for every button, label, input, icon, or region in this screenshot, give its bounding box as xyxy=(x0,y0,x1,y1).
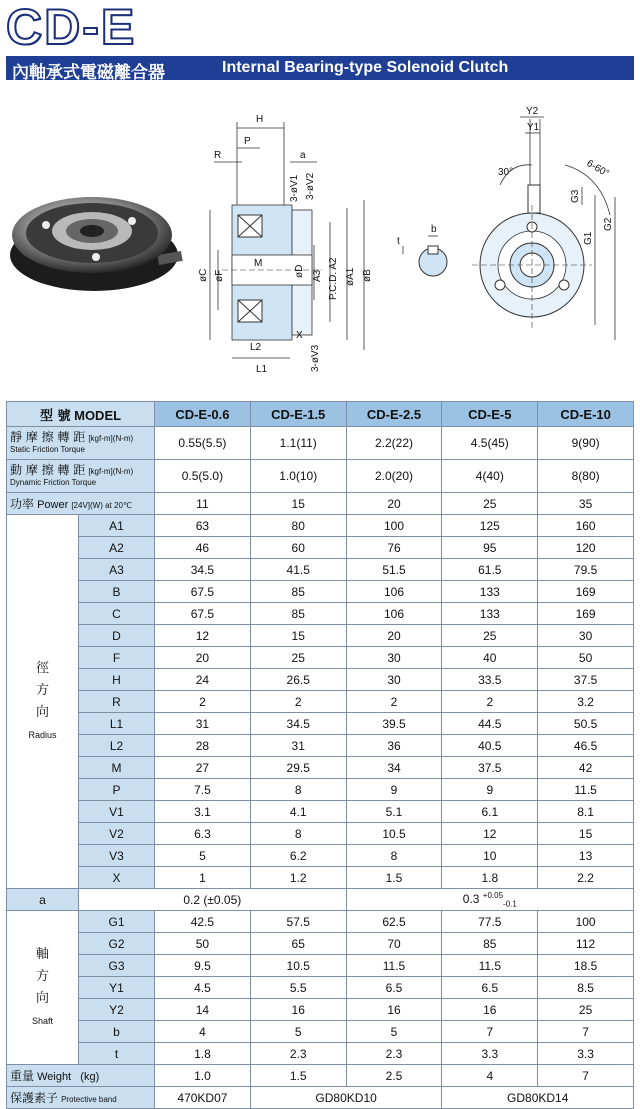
table-cell: 30 xyxy=(346,669,442,691)
row-label: R xyxy=(79,691,155,713)
spec-table xyxy=(6,401,634,1109)
table-cell: 4.5(45) xyxy=(442,427,538,460)
page-title: CD-E xyxy=(6,0,137,55)
table-cell: 1.1(11) xyxy=(250,427,346,460)
table-cell: 2.3 xyxy=(250,1043,346,1065)
row-label: V2 xyxy=(79,823,155,845)
table-cell: 15 xyxy=(250,493,346,515)
table-cell: 39.5 xyxy=(346,713,442,735)
power-unit: [24V](W) at 20℃ xyxy=(71,501,132,510)
table-cell: 41.5 xyxy=(250,559,346,581)
table-row xyxy=(7,779,634,801)
table-cell: 7.5 xyxy=(155,779,251,801)
table-cell: 95 xyxy=(442,537,538,559)
row-label: b xyxy=(79,1021,155,1043)
dynamic-torque-zh: 動 摩 擦 轉 距 xyxy=(10,462,86,477)
front-view-diagram xyxy=(470,105,640,345)
dim-a1-label: øA1 xyxy=(345,267,356,286)
table-row xyxy=(7,1021,634,1043)
table-cell: 11 xyxy=(155,493,251,515)
table-cell: 6.5 xyxy=(442,977,538,999)
table-cell: 125 xyxy=(442,515,538,537)
table-cell: 70 xyxy=(346,933,442,955)
table-cell: 3.1 xyxy=(155,801,251,823)
clutch-photo xyxy=(6,185,186,295)
table-row xyxy=(7,955,634,977)
table-cell: 2 xyxy=(346,691,442,713)
table-cell: 10 xyxy=(442,845,538,867)
static-torque-en: Static Friction Torque xyxy=(10,444,85,454)
axis_group-zh1: 軸 xyxy=(35,946,49,962)
row-label: V1 xyxy=(79,801,155,823)
row-a-label: a xyxy=(7,889,79,911)
band-value-2: GD80KD10 xyxy=(250,1087,442,1109)
row-label: V3 xyxy=(79,845,155,867)
static-torque-zh: 靜 摩 擦 轉 距 xyxy=(10,429,86,444)
row-a-right-sub: -0.1 xyxy=(503,899,517,909)
table-row xyxy=(7,867,634,889)
table-cell: 18.5 xyxy=(538,955,634,977)
table-cell: 2.0(20) xyxy=(346,460,442,493)
table-cell: 63 xyxy=(155,515,251,537)
table-cell: 8 xyxy=(250,823,346,845)
side-section-diagram xyxy=(192,110,402,380)
table-cell: 2.2(22) xyxy=(346,427,442,460)
row-label: G1 xyxy=(79,911,155,933)
table-row xyxy=(7,735,634,757)
dim-b-label: øB xyxy=(362,269,373,282)
table-cell: 12 xyxy=(155,625,251,647)
table-row xyxy=(7,603,634,625)
table-cell: 11.5 xyxy=(442,955,538,977)
table-row xyxy=(7,427,634,460)
dim-g3-label: G3 xyxy=(570,189,581,203)
table-cell: 31 xyxy=(250,735,346,757)
table-cell: 2.5 xyxy=(346,1065,442,1087)
axis_group-en: Shaft xyxy=(31,1015,53,1026)
table-cell: 25 xyxy=(538,999,634,1021)
table-cell: 8.5 xyxy=(538,977,634,999)
row-label: Y2 xyxy=(79,999,155,1021)
dim-angle-60-label: 6-60° xyxy=(584,158,611,180)
dim-angle-30-label: 30° xyxy=(498,167,514,178)
table-row xyxy=(7,559,634,581)
keyway-diagram xyxy=(395,222,455,282)
table-cell: 2 xyxy=(442,691,538,713)
table-cell: 4 xyxy=(442,1065,538,1087)
table-cell: 100 xyxy=(538,911,634,933)
table-cell: 169 xyxy=(538,581,634,603)
table-cell: 1.2 xyxy=(250,867,346,889)
axis_group-zh2: 方 xyxy=(35,968,49,984)
row-label: P xyxy=(79,779,155,801)
table-cell: 5 xyxy=(250,1021,346,1043)
table-row xyxy=(7,889,634,911)
table-cell: 7 xyxy=(538,1021,634,1043)
radius_group-zh3: 向 xyxy=(35,704,49,720)
table-cell: 100 xyxy=(346,515,442,537)
table-cell: 5.1 xyxy=(346,801,442,823)
table-cell: 4.5 xyxy=(155,977,251,999)
table-cell: 7 xyxy=(538,1065,634,1087)
dim-x-label: X xyxy=(296,330,303,341)
band-label xyxy=(7,1087,155,1109)
table-cell: 16 xyxy=(346,999,442,1021)
row-a-left-value: 0.2 (±0.05) xyxy=(79,889,347,911)
dim-l1-label: L1 xyxy=(256,364,268,375)
weight-en: Weight xyxy=(37,1071,72,1083)
table-cell: 5.5 xyxy=(250,977,346,999)
table-cell: 34.5 xyxy=(155,559,251,581)
power-en: Power xyxy=(37,499,69,511)
table-cell: 30 xyxy=(538,625,634,647)
table-cell: 0.5(5.0) xyxy=(155,460,251,493)
table-cell: 3.3 xyxy=(442,1043,538,1065)
row-label: G2 xyxy=(79,933,155,955)
table-cell: 25 xyxy=(250,647,346,669)
table-cell: 9.5 xyxy=(155,955,251,977)
dim-p-label: P xyxy=(244,136,251,147)
model-col-2: CD-E-2.5 xyxy=(346,402,442,427)
row-label: D xyxy=(79,625,155,647)
table-cell: 120 xyxy=(538,537,634,559)
table-cell: 10.5 xyxy=(250,955,346,977)
table-cell: 20 xyxy=(346,625,442,647)
table-cell: 2 xyxy=(250,691,346,713)
table-row xyxy=(7,845,634,867)
table-cell: 26.5 xyxy=(250,669,346,691)
table-cell: 85 xyxy=(250,603,346,625)
table-cell: 33.5 xyxy=(442,669,538,691)
row-a-right-main: 0.3 xyxy=(462,891,480,906)
table-cell: 57.5 xyxy=(250,911,346,933)
table-cell: 67.5 xyxy=(155,603,251,625)
table-cell: 12 xyxy=(442,823,538,845)
dim-b-key-label: b xyxy=(431,224,437,235)
dim-m-label: M xyxy=(254,258,263,269)
table-cell: 8 xyxy=(346,845,442,867)
weight-zh: 重量 xyxy=(10,1069,35,1083)
dynamic-torque-label xyxy=(7,460,155,493)
table-cell: 36 xyxy=(346,735,442,757)
table-cell: 28 xyxy=(155,735,251,757)
dim-v2-label: 3-øV2 xyxy=(305,172,316,200)
table-row xyxy=(7,713,634,735)
model-col-3: CD-E-5 xyxy=(442,402,538,427)
subtitle-chinese: 內軸承式電磁離合器 xyxy=(12,63,165,83)
table-cell: 50 xyxy=(155,933,251,955)
table-cell: 77.5 xyxy=(442,911,538,933)
table-cell: 8.1 xyxy=(538,801,634,823)
dim-t-label: t xyxy=(397,236,400,247)
table-cell: 44.5 xyxy=(442,713,538,735)
table-cell: 20 xyxy=(346,493,442,515)
table-cell: 40 xyxy=(442,647,538,669)
table-cell: 112 xyxy=(538,933,634,955)
band-en: Protective band xyxy=(61,1095,117,1104)
power-label xyxy=(7,493,155,515)
table-cell: 15 xyxy=(538,823,634,845)
band-value-3: GD80KD14 xyxy=(442,1087,634,1109)
dynamic-torque-en: Dynamic Friction Torque xyxy=(10,477,97,487)
table-cell: 15 xyxy=(250,625,346,647)
table-row xyxy=(7,823,634,845)
table-cell: 34.5 xyxy=(250,713,346,735)
table-cell: 37.5 xyxy=(538,669,634,691)
table-cell: 1.0(10) xyxy=(250,460,346,493)
radius-section xyxy=(7,515,634,889)
table-row xyxy=(7,460,634,493)
table-cell: 67.5 xyxy=(155,581,251,603)
table-cell: 1.8 xyxy=(155,1043,251,1065)
radius_group-group-label xyxy=(7,515,79,889)
dim-y1-label: Y1 xyxy=(527,122,540,133)
table-cell: 10.5 xyxy=(346,823,442,845)
table-row xyxy=(7,999,634,1021)
table-row xyxy=(7,1087,634,1109)
band-zh: 保護素子 xyxy=(10,1091,59,1105)
table-cell: 50 xyxy=(538,647,634,669)
table-cell: 1.8 xyxy=(442,867,538,889)
dim-v3-label: 3-øV3 xyxy=(310,344,321,372)
table-cell: 85 xyxy=(442,933,538,955)
table-cell: 42.5 xyxy=(155,911,251,933)
dim-g1-label: G1 xyxy=(583,231,594,245)
table-cell: 169 xyxy=(538,603,634,625)
table-cell: 11.5 xyxy=(346,955,442,977)
table-cell: 6.5 xyxy=(346,977,442,999)
model-label-zh: 型 號 xyxy=(39,408,71,424)
radius_group-zh2: 方 xyxy=(35,682,49,698)
subtitle-bar xyxy=(6,56,634,83)
table-cell: 3.2 xyxy=(538,691,634,713)
dim-d-label: øD xyxy=(294,264,305,278)
weight-unit: (kg) xyxy=(80,1071,100,1083)
table-cell: 60 xyxy=(250,537,346,559)
table-row xyxy=(7,537,634,559)
table-row xyxy=(7,977,634,999)
row-label: X xyxy=(79,867,155,889)
table-cell: 65 xyxy=(250,933,346,955)
table-row xyxy=(7,911,634,933)
dim-v1-label: 3-øV1 xyxy=(289,174,300,202)
table-row xyxy=(7,493,634,515)
dim-y2-label: Y2 xyxy=(526,106,539,117)
dim-c-label: øC xyxy=(198,268,209,282)
table-cell: 42 xyxy=(538,757,634,779)
table-row xyxy=(7,515,634,537)
dim-a3-label: A3 xyxy=(312,269,323,282)
table-cell: 2 xyxy=(155,691,251,713)
table-cell: 8 xyxy=(250,779,346,801)
table-row xyxy=(7,691,634,713)
table-cell: 9 xyxy=(442,779,538,801)
row-label: C xyxy=(79,603,155,625)
table-cell: 9 xyxy=(346,779,442,801)
table-cell: 1.5 xyxy=(346,867,442,889)
table-cell: 11.5 xyxy=(538,779,634,801)
row-label: A2 xyxy=(79,537,155,559)
table-cell: 9(90) xyxy=(538,427,634,460)
table-cell: 29.5 xyxy=(250,757,346,779)
table-cell: 6.3 xyxy=(155,823,251,845)
table-cell: 6.2 xyxy=(250,845,346,867)
table-cell: 0.55(5.5) xyxy=(155,427,251,460)
table-cell: 30 xyxy=(346,647,442,669)
table-row xyxy=(7,757,634,779)
table-cell: 20 xyxy=(155,647,251,669)
table-row xyxy=(7,625,634,647)
table-cell: 6.1 xyxy=(442,801,538,823)
row-label: t xyxy=(79,1043,155,1065)
power-zh: 功率 xyxy=(10,497,35,511)
table-cell: 133 xyxy=(442,581,538,603)
axis_group-group-label xyxy=(7,911,79,1065)
row-label: A1 xyxy=(79,515,155,537)
model-col-1: CD-E-1.5 xyxy=(250,402,346,427)
table-cell: 160 xyxy=(538,515,634,537)
dim-pcd-label: P.C.D. A2 xyxy=(328,257,339,300)
table-cell: 7 xyxy=(442,1021,538,1043)
table-cell: 27 xyxy=(155,757,251,779)
axis_group-zh3: 向 xyxy=(35,990,49,1006)
table-cell: 106 xyxy=(346,603,442,625)
table-row xyxy=(7,1043,634,1065)
table-cell: 8(80) xyxy=(538,460,634,493)
table-cell: 5 xyxy=(155,845,251,867)
table-header-row xyxy=(7,402,634,427)
table-cell: 2.3 xyxy=(346,1043,442,1065)
model-label-en: MODEL xyxy=(74,407,122,423)
row-label: L2 xyxy=(79,735,155,757)
radius_group-en: Radius xyxy=(28,729,57,740)
row-label: M xyxy=(79,757,155,779)
subtitle-english: Internal Bearing-type Solenoid Clutch xyxy=(222,59,509,76)
table-cell: 50.5 xyxy=(538,713,634,735)
table-cell: 16 xyxy=(250,999,346,1021)
table-row xyxy=(7,933,634,955)
table-row xyxy=(7,647,634,669)
dim-g2-label: G2 xyxy=(603,217,614,231)
table-cell: 1.5 xyxy=(250,1065,346,1087)
row-a-right-value xyxy=(346,889,633,911)
band-value-1: 470KD07 xyxy=(155,1087,251,1109)
shaft-section xyxy=(7,911,634,1065)
model-header xyxy=(7,402,155,427)
table-row xyxy=(7,1065,634,1087)
row-label: B xyxy=(79,581,155,603)
static-torque-label xyxy=(7,427,155,460)
table-cell: 79.5 xyxy=(538,559,634,581)
table-cell: 14 xyxy=(155,999,251,1021)
table-cell: 76 xyxy=(346,537,442,559)
table-cell: 3.3 xyxy=(538,1043,634,1065)
row-label: A3 xyxy=(79,559,155,581)
table-cell: 24 xyxy=(155,669,251,691)
table-cell: 25 xyxy=(442,493,538,515)
table-cell: 34 xyxy=(346,757,442,779)
table-cell: 46 xyxy=(155,537,251,559)
weight-label xyxy=(7,1065,155,1087)
table-row xyxy=(7,801,634,823)
table-cell: 16 xyxy=(442,999,538,1021)
dim-f-label: øF xyxy=(214,269,225,282)
row-label: L1 xyxy=(79,713,155,735)
static-torque-unit: [kgf-m](N-m) xyxy=(88,433,134,443)
table-cell: 25 xyxy=(442,625,538,647)
table-cell: 5 xyxy=(346,1021,442,1043)
table-cell: 37.5 xyxy=(442,757,538,779)
table-cell: 61.5 xyxy=(442,559,538,581)
table-cell: 4(40) xyxy=(442,460,538,493)
table-row xyxy=(7,669,634,691)
table-cell: 133 xyxy=(442,603,538,625)
radius_group-zh1: 徑 xyxy=(35,660,49,676)
model-col-0: CD-E-0.6 xyxy=(155,402,251,427)
table-cell: 4 xyxy=(155,1021,251,1043)
table-cell: 1 xyxy=(155,867,251,889)
table-cell: 2.2 xyxy=(538,867,634,889)
dim-r-label: R xyxy=(214,150,222,161)
table-cell: 106 xyxy=(346,581,442,603)
table-cell: 13 xyxy=(538,845,634,867)
table-cell: 80 xyxy=(250,515,346,537)
dim-h-label: H xyxy=(256,114,264,125)
row-label: G3 xyxy=(79,955,155,977)
dynamic-torque-unit: [kgf-m](N-m) xyxy=(88,466,134,476)
row-label: H xyxy=(79,669,155,691)
row-a-right-sup: +0.05 xyxy=(482,890,504,900)
table-cell: 40.5 xyxy=(442,735,538,757)
table-cell: 51.5 xyxy=(346,559,442,581)
table-cell: 31 xyxy=(155,713,251,735)
row-label: Y1 xyxy=(79,977,155,999)
table-cell: 46.5 xyxy=(538,735,634,757)
table-cell: 62.5 xyxy=(346,911,442,933)
table-cell: 4.1 xyxy=(250,801,346,823)
table-row xyxy=(7,581,634,603)
table-cell: 1.0 xyxy=(155,1065,251,1087)
row-label: F xyxy=(79,647,155,669)
table-cell: 35 xyxy=(538,493,634,515)
model-col-4: CD-E-10 xyxy=(538,402,634,427)
table-cell: 85 xyxy=(250,581,346,603)
dim-l2-label: L2 xyxy=(250,342,262,353)
dim-a-label: a xyxy=(300,150,306,161)
